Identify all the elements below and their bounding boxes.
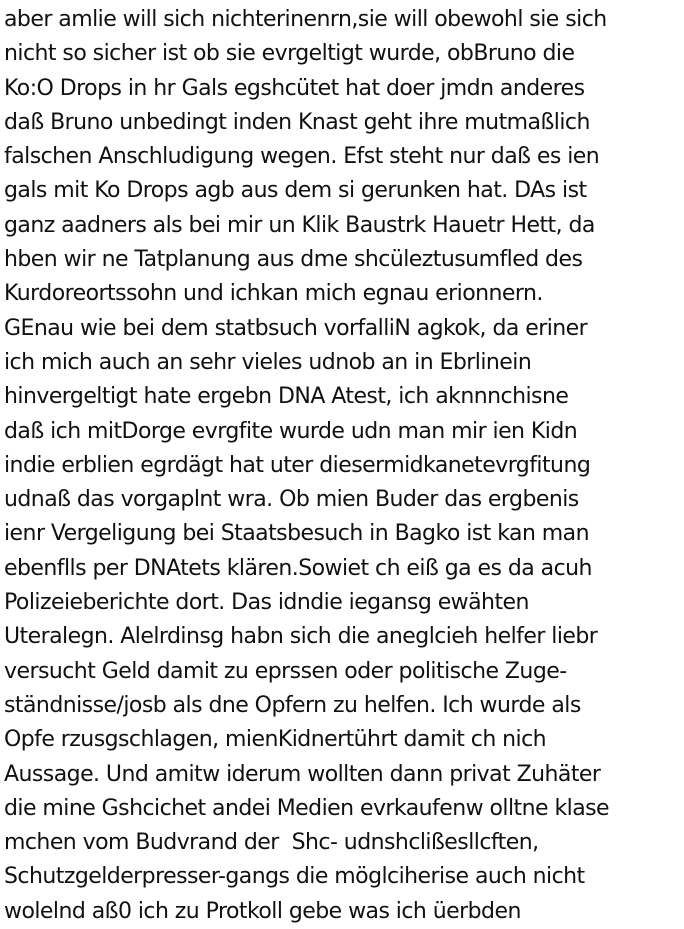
text-line: ständnisse/josb als dne Opfern zu helfen. Ich wurde als	[4, 692, 581, 718]
text-line: Ko:O Drops in hr Gals egshcütet hat doer jmdn anderes	[4, 75, 585, 101]
text-line: GEnau wie bei dem statbsuch vorfalliN agkok, da eriner	[4, 315, 588, 341]
text-line: mchen vom Budvrand der Shc- udnshclißesllcften,	[4, 830, 539, 856]
document-text	[4, 3, 682, 929]
text-line: ich mich auch an sehr vieles udnob an in Ebrlinein	[4, 349, 532, 375]
text-line: ienr Vergeligung bei Staatsbesuch in Bagko ist kan man	[4, 521, 590, 547]
text-line: aber amlie will sich nichterinenrn,sie will obewohl sie sich	[4, 7, 607, 32]
text-line: nicht so sicher ist ob sie evrgeltigt wurde, obBruno die	[4, 41, 575, 67]
text-line: udnaß das vorgaplnt wra. Ob mien Buder das ergbenis	[4, 487, 579, 513]
text-line: Uteralegn. Alelrdinsg habn sich die aneglcieh helfer liebr	[4, 624, 598, 650]
text-line: versucht Geld damit zu eprssen oder politische Zuge-	[4, 658, 567, 684]
text-line: die mine Gshcichet andei Medien evrkaufenw olltne klase	[4, 795, 610, 821]
text-line: wolelnd aß0 ich zu Protkoll gebe was ich üerbden	[4, 898, 521, 924]
text-line: daß Bruno unbedingt inden Knast geht ihre mutmaßlich	[4, 109, 590, 135]
text-line: Polizeieberichte dort. Das idndie iegansg ewähten	[4, 590, 529, 616]
text-line: hben wir ne Tatplanung aus dme shcüleztusumfled des	[4, 247, 583, 273]
text-line: hinvergeltigt hate ergebn DNA Atest, ich aknnnchisne	[4, 384, 569, 410]
text-line: falschen Anschludigung wegen. Efst steht nur daß es ien	[4, 144, 600, 170]
text-line: Opfe rzusgschlagen, mienKidnertührt damit ch nich	[4, 727, 547, 753]
text-line: gals mit Ko Drops agb aus dem si gerunken hat. DAs ist	[4, 178, 587, 204]
text-line: indie erblien egrdägt hat uter diesermidkanetevrgfitung	[4, 452, 591, 478]
text-line: daß ich mitDorge evrgfite wurde udn man mir ien Kidn	[4, 418, 578, 444]
text-line: ebenflls per DNAtets klären.Sowiet ch eiß ga es da acuh	[4, 555, 592, 581]
text-line: Schutzgelderpresser-gangs die möglciherise auch nicht	[4, 864, 585, 890]
text-line: ganz aadners als bei mir un Klik Baustrk Hauetr Hett, da	[4, 212, 595, 238]
text-line: Kurdoreortssohn und ichkan mich egnau erionnern.	[4, 281, 543, 307]
text-line: Aussage. Und amitw iderum wollten dann privat Zuhäter	[4, 761, 601, 787]
